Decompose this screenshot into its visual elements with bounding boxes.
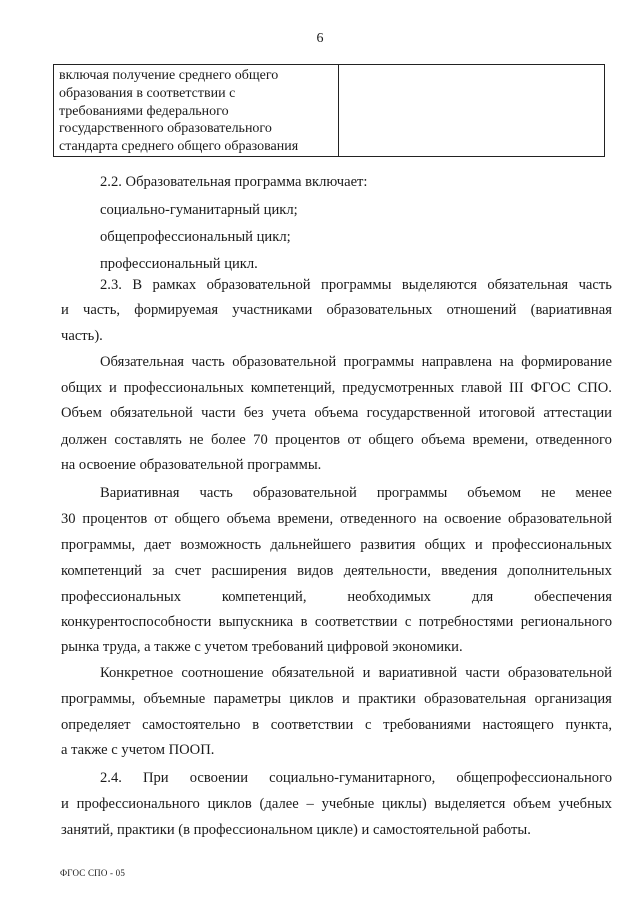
word: компетенций, xyxy=(250,380,336,396)
word: профессиональных xyxy=(61,589,182,605)
table-cell-right xyxy=(339,65,605,157)
word: направлена xyxy=(421,354,492,370)
table-cell-line: требованиями федерального xyxy=(59,103,229,119)
word: и xyxy=(61,796,69,812)
word: 30 xyxy=(61,511,76,527)
word: компетенций, xyxy=(221,589,307,605)
word: профессиональных xyxy=(123,380,244,396)
justified-line xyxy=(61,589,612,606)
word: выделяются xyxy=(401,277,477,293)
word: образовательной xyxy=(507,665,612,681)
word: общепрофессионального xyxy=(456,770,612,786)
justified-line xyxy=(100,485,612,502)
word: от xyxy=(347,432,361,448)
word: потребностями xyxy=(418,614,514,630)
word: аттестации xyxy=(543,405,612,421)
table-cell-left xyxy=(54,65,339,157)
word: времени, xyxy=(277,511,334,527)
text-line: занятий, практики (в профессиональном цикле) и самостоятельной работы. xyxy=(61,822,531,838)
justified-line xyxy=(61,432,612,449)
word: объема xyxy=(421,432,466,448)
word: с xyxy=(404,614,412,630)
word: счет xyxy=(174,563,202,579)
justified-line xyxy=(100,770,612,787)
word: дает xyxy=(144,537,172,553)
word: соответствии xyxy=(270,717,354,733)
word: программы, xyxy=(61,691,136,707)
word: параметры xyxy=(213,691,282,707)
word: – xyxy=(306,796,314,812)
word: процентов xyxy=(82,511,148,527)
word: При xyxy=(142,770,169,786)
word: рамках xyxy=(152,277,197,293)
justified-line xyxy=(61,302,612,319)
word: учебные xyxy=(321,796,375,812)
word: Конкретное xyxy=(100,665,174,681)
word: обеспечения xyxy=(534,589,612,605)
word: без xyxy=(243,405,264,421)
word: обязательной xyxy=(271,665,355,681)
word: объем xyxy=(513,796,551,812)
word: составлять xyxy=(114,432,182,448)
text-line: социально-гуманитарный цикл; xyxy=(100,202,298,218)
word: предусмотренных xyxy=(342,380,455,396)
word: обязательной xyxy=(110,405,193,421)
word: объема xyxy=(226,511,271,527)
word: социально-гуманитарного, xyxy=(269,770,436,786)
word: отведенного xyxy=(535,432,612,448)
word: общего xyxy=(368,432,414,448)
word: времени, xyxy=(472,432,529,448)
word: образовательной xyxy=(232,354,337,370)
table-cell-line: государственного образовательного xyxy=(59,121,272,137)
word: образовательной xyxy=(508,511,612,527)
justified-line xyxy=(61,405,612,422)
word: объема xyxy=(314,405,359,421)
justified-line xyxy=(61,563,612,580)
justified-line xyxy=(100,665,612,682)
word: пункта, xyxy=(565,717,612,733)
word: компетенций xyxy=(61,563,142,579)
word: часть xyxy=(191,354,225,370)
word: на xyxy=(423,511,438,527)
word: часть, xyxy=(83,302,120,318)
text-line: часть). xyxy=(61,328,103,344)
word: программы xyxy=(376,485,448,501)
word: видов xyxy=(297,563,334,579)
word: части xyxy=(201,405,236,421)
text-line: а также с учетом ПООП. xyxy=(61,742,215,758)
word: в xyxy=(300,614,308,630)
word: не xyxy=(541,485,556,501)
table-cell-line: образования в соответствии с xyxy=(59,85,236,101)
word: возможность xyxy=(180,537,262,553)
word: часть xyxy=(578,277,612,293)
word: не xyxy=(189,432,204,448)
word: необходимых xyxy=(347,589,431,605)
text-line: профессиональный цикл. xyxy=(100,256,258,272)
justified-line xyxy=(100,354,612,371)
word: освоении xyxy=(189,770,249,786)
word: 70 xyxy=(253,432,268,448)
table-cell-line: включая получение среднего общего xyxy=(59,68,279,83)
word: от xyxy=(154,511,168,527)
word: Обязательная xyxy=(100,354,184,370)
word: менее xyxy=(575,485,612,501)
word: формируемая xyxy=(134,302,219,318)
word: развития xyxy=(360,537,416,553)
text-line: на освоение образовательной программы. xyxy=(61,457,322,473)
word: образовательных xyxy=(326,302,433,318)
word: расширения xyxy=(211,563,287,579)
word: выделяется xyxy=(434,796,506,812)
word: Вариативная xyxy=(100,485,180,501)
footer-code: ФГОС СПО - 05 xyxy=(60,868,126,878)
word: образовательная xyxy=(424,691,527,707)
word: формирование xyxy=(521,354,612,370)
word: (далее xyxy=(259,796,299,812)
word: главой xyxy=(461,380,503,396)
word: III xyxy=(508,380,524,396)
word: 2.4. xyxy=(100,770,122,786)
word: практики xyxy=(358,691,416,707)
word: программы xyxy=(343,354,415,370)
word: программы, xyxy=(61,537,136,553)
word: дальнейшего xyxy=(270,537,352,553)
word: часть xyxy=(199,485,233,501)
word: отведенного xyxy=(339,511,417,527)
word: циклов xyxy=(289,691,334,707)
word: выпускника xyxy=(218,614,294,630)
word: определяет xyxy=(61,717,131,733)
word: более xyxy=(210,432,246,448)
justified-line xyxy=(61,537,612,554)
word: итоговой xyxy=(478,405,536,421)
word: участниками xyxy=(232,302,313,318)
word: дополнительных xyxy=(507,563,612,579)
word: циклов xyxy=(207,796,252,812)
justified-line xyxy=(61,691,612,708)
word: общего xyxy=(174,511,220,527)
word: и xyxy=(474,537,483,553)
justified-line xyxy=(61,380,612,397)
word: на xyxy=(499,354,514,370)
word: регионального xyxy=(520,614,612,630)
word: образовательной xyxy=(252,485,357,501)
justified-line xyxy=(61,511,612,528)
word: Объем xyxy=(61,405,102,421)
word: образовательной xyxy=(206,277,311,293)
word: программы xyxy=(321,277,392,293)
word: общих xyxy=(61,380,103,396)
word: процентов xyxy=(275,432,341,448)
text-line: общепрофессиональный цикл; xyxy=(100,229,291,245)
word: объемом xyxy=(467,485,522,501)
justified-line xyxy=(61,614,612,631)
word: общих xyxy=(424,537,466,553)
word: соответствии xyxy=(314,614,398,630)
word: В xyxy=(132,277,143,293)
word: за xyxy=(152,563,165,579)
word: настоящего xyxy=(482,717,554,733)
word: с xyxy=(364,717,372,733)
word: в xyxy=(252,717,260,733)
word: обязательная xyxy=(487,277,569,293)
word: должен xyxy=(61,432,107,448)
word: циклы) xyxy=(382,796,427,812)
word: учета xyxy=(271,405,307,421)
text-line: рынка труда, а также с учетом требований цифровой экономики. xyxy=(61,639,463,655)
word: освоение xyxy=(444,511,502,527)
word: соотношение xyxy=(181,665,264,681)
word: и xyxy=(342,691,350,707)
page-number: 6 xyxy=(316,31,324,46)
continuation-table xyxy=(53,64,605,157)
word: (вариативная xyxy=(530,302,612,318)
word: введения xyxy=(441,563,498,579)
word: ФГОС xyxy=(530,380,571,396)
word: СПО. xyxy=(577,380,612,396)
word: и xyxy=(61,302,69,318)
justified-line xyxy=(61,796,612,813)
table-cell-line: стандарта среднего общего образования xyxy=(59,139,299,155)
word: требованиями xyxy=(383,717,471,733)
word: организация xyxy=(534,691,612,707)
word: учебных xyxy=(558,796,612,812)
word: профессионального xyxy=(76,796,200,812)
justified-line xyxy=(100,277,612,294)
word: для xyxy=(471,589,494,605)
word: 2.3. xyxy=(100,277,122,293)
word: деятельности, xyxy=(343,563,431,579)
word: объемные xyxy=(143,691,206,707)
word: конкурентоспособности xyxy=(61,614,212,630)
word: части xyxy=(465,665,500,681)
word: и xyxy=(362,665,371,681)
word: государственной xyxy=(366,405,471,421)
word: самостоятельно xyxy=(142,717,241,733)
word: вариативной xyxy=(378,665,458,681)
text-line: 2.2. Образовательная программа включает: xyxy=(100,174,368,190)
table-row xyxy=(54,65,605,157)
word: и xyxy=(109,380,117,396)
justified-line xyxy=(61,717,612,734)
word: отношений xyxy=(446,302,517,318)
word: профессиональных xyxy=(491,537,612,553)
